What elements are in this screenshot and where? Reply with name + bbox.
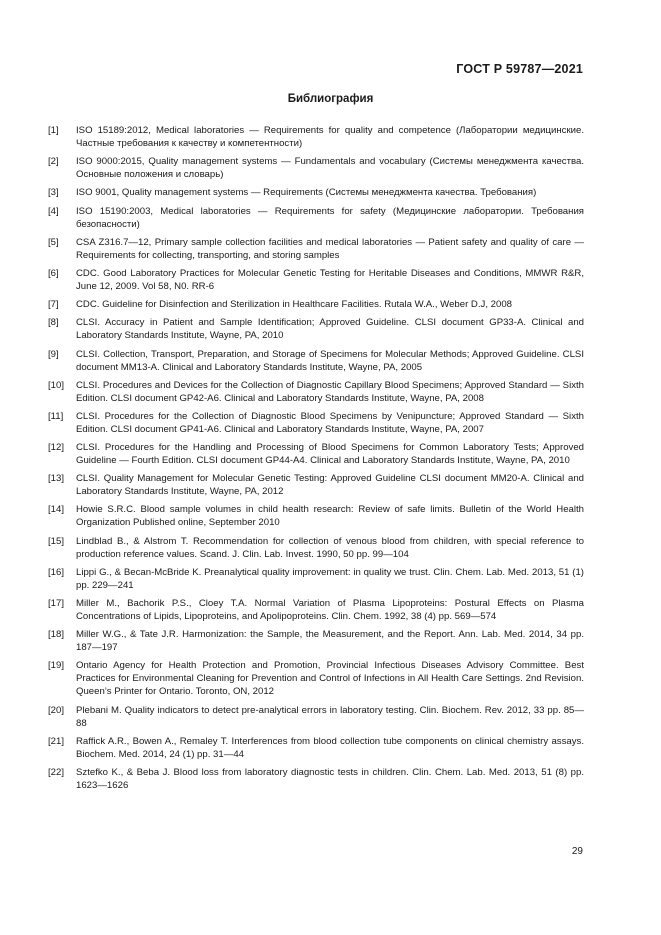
bibliography-entry: [48, 735, 584, 761]
bibliography-entry: [48, 472, 584, 498]
entry-number: [14]: [48, 504, 65, 516]
entry-text: Lippi G., & Becan-McBride K. Preanalytical quality improvement: in quality we trust. Clin. Chem. Lab. Med. 2013, 51 (1) pp. 229—241: [76, 566, 584, 591]
bibliography-entry: [48, 704, 584, 730]
entry-text: Sztefko K., & Beba J. Blood loss from laboratory diagnostic tests in children. Clin. Chem. Lab. Med. 2013, 51 (8) pp. 1623—1626: [76, 766, 584, 791]
page-title: Библиография: [287, 93, 374, 105]
bibliography-entry: [48, 503, 584, 529]
entry-text: CLSI. Quality Management for Molecular Genetic Testing: Approved Guideline CLSI document MM20-A. Clinical and Laboratory Standards Institute, Wayne, PA, 2012: [76, 473, 584, 498]
entry-number: [21]: [48, 735, 65, 747]
entry-text: ISO 15190:2003, Medical laboratories — Requirements for safety (Медицинские лаборатории. Требования безопасности): [76, 205, 584, 230]
bibliography-entry: [48, 316, 584, 342]
entry-number: [22]: [48, 766, 65, 778]
entry-text: Howie S.R.C. Blood sample volumes in child health research: Review of safe limits. Bulletin of the World Health Organization Published online, September 2010: [76, 504, 584, 529]
bibliography-entry: [48, 298, 584, 311]
entry-number: [5]: [48, 236, 59, 248]
bibliography-entry: [48, 535, 584, 561]
entry-text: Lindblad B., & Alstrom T. Recommendation for collection of venous blood from children, with special reference to production reference values. Scand. J. Clin. Lab. Invest. 1990, 50 pp. 99—104: [76, 535, 584, 560]
entry-number: [10]: [48, 379, 65, 391]
bibliography-entry: [48, 124, 584, 150]
standard-designation: ГОСТ Р 59787—2021: [456, 62, 583, 76]
entry-number: [11]: [48, 410, 64, 422]
entry-text: CLSI. Procedures for the Handling and Processing of Blood Specimens for Common Laboratory Tests; Approved Guideline — Fourth Edition. CLSI document GP44-A4. Clinical and Laboratory Standards Institute, Wayne, PA, 2010: [76, 442, 584, 467]
entry-text: CLSI. Collection, Transport, Preparation, and Storage of Specimens for Molecular Methods; Approved Guideline. CLSI document MM13-A. Clinical and Laboratory Standards Institute, Wayne, PA, 2005: [76, 348, 584, 373]
entry-number: [18]: [48, 629, 65, 641]
entry-number: [6]: [48, 267, 59, 279]
entry-number: [15]: [48, 535, 65, 547]
entry-text: CDC. Guideline for Disinfection and Sterilization in Healthcare Facilities. Rutala W.A., Weber D.J, 2008: [76, 299, 512, 311]
entry-number: [1]: [48, 125, 59, 136]
entry-text: Miller W.G., & Tate J.R. Harmonization: the Sample, the Measurement, and the Report. Ann. Lab. Med. 2014, 34 pp. 187—197: [76, 629, 584, 654]
bibliography-entry: [48, 155, 584, 181]
entry-text: Raffick A.R., Bowen A., Remaley T. Interferences from blood collection tube components on clinical chemistry assays. Biochem. Med. 2014, 24 (1) pp. 31—44: [76, 735, 584, 760]
entry-number: [17]: [48, 598, 65, 609]
bibliography-entry: [48, 597, 584, 623]
bibliography-entry: [48, 766, 584, 792]
bibliography-entry: [48, 205, 584, 231]
bibliography-entry: [48, 186, 584, 199]
entry-number: [16]: [48, 566, 65, 578]
bibliography-entry: [48, 566, 584, 592]
entry-text: ISO 9000:2015, Quality management systems — Fundamentals and vocabulary (Системы менеджмента качества. Основные положения и словарь): [76, 156, 584, 181]
bibliography-entry: [48, 236, 584, 262]
entry-number: [12]: [48, 442, 65, 454]
entry-number: [13]: [48, 473, 65, 485]
entry-number: [9]: [48, 348, 59, 360]
bibliography-entry: [48, 348, 584, 374]
entry-number: [7]: [48, 299, 59, 311]
bibliography-list: [48, 124, 584, 797]
entry-text: ISO 15189:2012, Medical laboratories — Requirements for quality and competence (Лаборатории медицинские. Частные требования к качеству и компетентности): [76, 125, 584, 149]
bibliography-entry: [48, 628, 584, 654]
entry-number: [2]: [48, 156, 59, 168]
page-number: 29: [571, 846, 583, 857]
entry-number: [20]: [48, 704, 65, 716]
entry-text: Miller M., Bachorik P.S., Cloey T.A. Normal Variation of Plasma Lipoproteins: Postural Effects on Plasma Concentrations of Lipids, Lipoproteins, and Apolipoproteins. Clin. Chem. 1992, 38 (4) pp. 569—574: [76, 598, 584, 622]
bibliography-entry: [48, 267, 584, 293]
bibliography-entry: [48, 441, 584, 467]
bibliography-entry: [48, 659, 584, 698]
entry-number: [3]: [48, 187, 59, 199]
entry-text: CDC. Good Laboratory Practices for Molecular Genetic Testing for Heritable Diseases and Conditions, MMWR R&R, June 12, 2009. Vol 58, N0. RR-6: [76, 267, 584, 292]
entry-text: Ontario Agency for Health Protection and Promotion, Provincial Infectious Diseases Advisory Committee. Best Practices for Environmental Cleaning for Prevention and Control of Infections in All Health Care Settings. 2nd Revision. Queen’s Printer for Ontario. Toronto, ON, 2012: [76, 660, 584, 698]
entry-text: CLSI. Procedures for the Collection of Diagnostic Blood Specimens by Venipuncture; Approved Standard — Sixth Edition. CLSI document GP41-A6. Clinical and Laboratory Standards Institute, Wayne, PA, 2007: [76, 410, 584, 435]
entry-number: [8]: [48, 317, 59, 329]
entry-text: CSA Z316.7—12, Primary sample collection facilities and medical laboratories — Patient safety and quality of care — Requirements for collecting, transporting, and storing samples: [76, 236, 584, 261]
entry-text: Plebani M. Quality indicators to detect pre-analytical errors in laboratory testing. Clin. Biochem. Rev. 2012, 33 pp. 85—88: [76, 704, 584, 729]
entry-text: ISO 9001, Quality management systems — Requirements (Системы менеджмента качества. Требования): [76, 187, 537, 199]
bibliography-entry: [48, 410, 584, 436]
entry-number: [19]: [48, 660, 65, 672]
bibliography-entry: [48, 379, 584, 405]
entry-number: [4]: [48, 205, 59, 217]
entry-text: CLSI. Procedures and Devices for the Collection of Diagnostic Capillary Blood Specimens; Approved Standard — Sixth Edition. CLSI document GP42-A6. Clinical and Laboratory Standards Institute, Wayne, PA, 2008: [76, 379, 584, 404]
entry-text: CLSI. Accuracy in Patient and Sample Identification; Approved Guideline. CLSI document GP33-A. Clinical and Laboratory Standards Institute, Wayne, PA, 2010: [76, 317, 584, 342]
